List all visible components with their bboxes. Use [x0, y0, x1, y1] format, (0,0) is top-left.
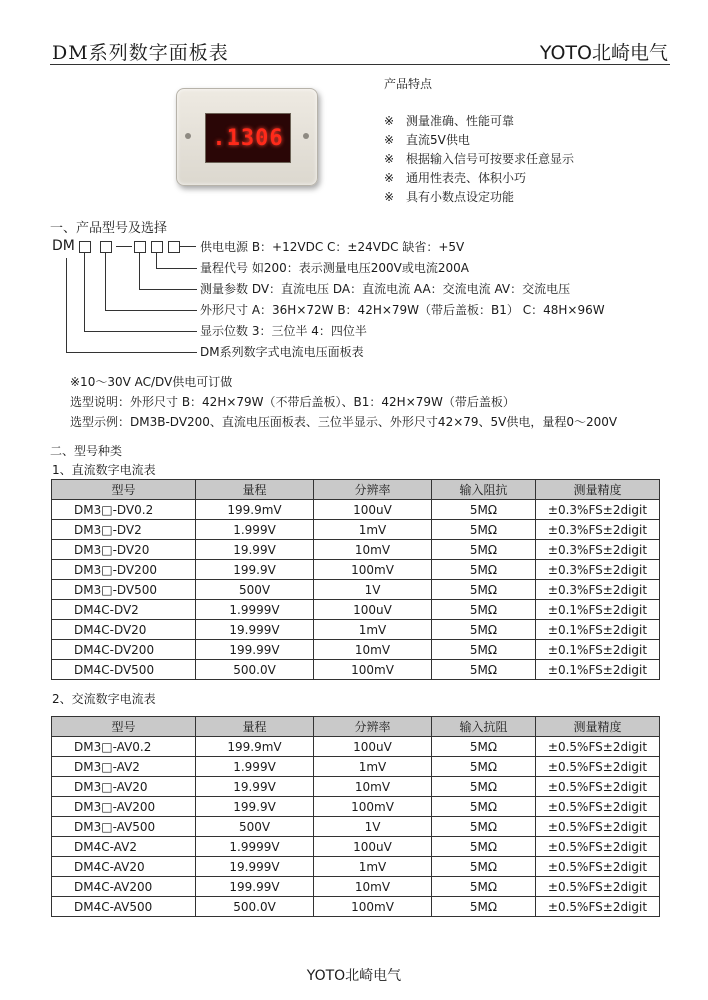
feature-text: 通用性表壳、体积小巧: [406, 171, 527, 185]
accuracy-cell: ±0.5%FS±2digit: [536, 857, 660, 877]
table-header-row: [52, 717, 660, 737]
impedance-cell: 5MΩ: [432, 737, 536, 757]
model-cell: DM4C-AV200: [52, 877, 196, 897]
mounting-hole-right: [303, 133, 309, 139]
table-row: [52, 520, 660, 540]
impedance-cell: 5MΩ: [432, 797, 536, 817]
range-cell: 199.99V: [196, 640, 314, 660]
resolution-cell: 100uV: [314, 600, 432, 620]
model-cell: DM3□-DV20: [52, 540, 196, 560]
column-header: 型号: [52, 480, 196, 500]
model-cell: DM3□-DV200: [52, 560, 196, 580]
accuracy-cell: ±0.3%FS±2digit: [536, 500, 660, 520]
resolution-cell: 1mV: [314, 757, 432, 777]
accuracy-cell: ±0.5%FS±2digit: [536, 897, 660, 917]
reference-mark: ※: [384, 133, 395, 147]
ac-table-body: [52, 737, 660, 917]
range-cell: 19.999V: [196, 620, 314, 640]
resolution-cell: 10mV: [314, 777, 432, 797]
impedance-cell: 5MΩ: [432, 897, 536, 917]
impedance-cell: 5MΩ: [432, 837, 536, 857]
accuracy-cell: ±0.5%FS±2digit: [536, 817, 660, 837]
table-row: [52, 620, 660, 640]
model-cell: DM3□-AV20: [52, 777, 196, 797]
code-dash: [116, 246, 132, 247]
resolution-cell: 100mV: [314, 560, 432, 580]
impedance-cell: 5MΩ: [432, 560, 536, 580]
column-header: 测量精度: [536, 717, 660, 737]
table-row: [52, 877, 660, 897]
note-selection-example: 选型示例：DM3B-DV200、直流电压面板表、三位半显示、外形尺寸42×79、5V供电，量程0～200V: [70, 415, 618, 429]
accuracy-cell: ±0.3%FS±2digit: [536, 580, 660, 600]
model-cell: DM3□-DV2: [52, 520, 196, 540]
header-brand: YOTO北崎电气: [539, 42, 668, 64]
model-cell: DM4C-DV200: [52, 640, 196, 660]
table-row: [52, 757, 660, 777]
model-code-prefix: DM: [52, 238, 75, 254]
accuracy-cell: ±0.5%FS±2digit: [536, 757, 660, 777]
impedance-cell: 5MΩ: [432, 640, 536, 660]
feature-item: [384, 150, 574, 169]
range-cell: 1.9999V: [196, 837, 314, 857]
range-cell: 199.99V: [196, 877, 314, 897]
accuracy-cell: ±0.5%FS±2digit: [536, 797, 660, 817]
feature-item: [384, 188, 574, 207]
features-title: 产品特点: [384, 77, 433, 91]
product-photo-panel-meter: [176, 88, 318, 186]
range-cell: 500.0V: [196, 660, 314, 680]
model-cell: DM3□-AV2: [52, 757, 196, 777]
resolution-cell: 100mV: [314, 797, 432, 817]
model-cell: DM3□-DV500: [52, 580, 196, 600]
note-selection-info: 选型说明：外形尺寸 B：42H×79W（不带后盖板）、B1：42H×79W（带后盖板）: [70, 395, 515, 409]
accuracy-cell: ±0.1%FS±2digit: [536, 600, 660, 620]
resolution-cell: 1mV: [314, 857, 432, 877]
impedance-cell: 5MΩ: [432, 777, 536, 797]
impedance-cell: 5MΩ: [432, 877, 536, 897]
column-header: 分辨率: [314, 717, 432, 737]
range-cell: 500.0V: [196, 897, 314, 917]
accuracy-cell: ±0.3%FS±2digit: [536, 520, 660, 540]
column-header: 量程: [196, 717, 314, 737]
header-rule: [50, 64, 670, 65]
option-range-code: 量程代号 如200：表示测量电压200V或电流200A: [200, 261, 469, 275]
impedance-cell: 5MΩ: [432, 520, 536, 540]
led-display-window: [205, 113, 291, 163]
table-row: [52, 660, 660, 680]
model-cell: DM4C-AV20: [52, 857, 196, 877]
model-cell: DM4C-DV2: [52, 600, 196, 620]
model-cell: DM4C-DV20: [52, 620, 196, 640]
dc-table-body: [52, 500, 660, 680]
model-cell: DM3□-AV500: [52, 817, 196, 837]
range-cell: 199.9V: [196, 560, 314, 580]
option-power-supply: 供电电源 B：+12VDC C：±24VDC 缺省：+5V: [200, 240, 465, 254]
range-cell: 199.9mV: [196, 737, 314, 757]
dc-table-title: 1、直流数字电流表: [52, 463, 156, 477]
ac-table-title: 2、交流数字电流表: [52, 692, 156, 706]
table-row: [52, 857, 660, 877]
option-dimensions: 外形尺寸 A：36H×72W B：42H×79W（带后盖板：B1） C：48H×96W: [200, 303, 605, 317]
resolution-cell: 100mV: [314, 660, 432, 680]
note-custom-supply: ※10～30V AC/DV供电可订做: [70, 375, 233, 389]
table-row: [52, 500, 660, 520]
resolution-cell: 100uV: [314, 500, 432, 520]
accuracy-cell: ±0.5%FS±2digit: [536, 837, 660, 857]
feature-text: 测量准确、性能可靠: [406, 114, 515, 128]
range-cell: 1.999V: [196, 520, 314, 540]
option-display-digits: 显示位数 3：三位半 4：四位半: [200, 324, 367, 338]
impedance-cell: 5MΩ: [432, 857, 536, 877]
range-cell: 199.9mV: [196, 500, 314, 520]
column-header: 型号: [52, 717, 196, 737]
leader-line-power: [180, 246, 196, 247]
impedance-cell: 5MΩ: [432, 580, 536, 600]
accuracy-cell: ±0.5%FS±2digit: [536, 877, 660, 897]
model-cell: DM4C-DV500: [52, 660, 196, 680]
table-row: [52, 580, 660, 600]
column-header: 输入阻抗: [432, 480, 536, 500]
mounting-hole-left: [185, 133, 191, 139]
impedance-cell: 5MΩ: [432, 660, 536, 680]
range-cell: 1.9999V: [196, 600, 314, 620]
reference-mark: ※: [384, 190, 395, 204]
accuracy-cell: ±0.3%FS±2digit: [536, 540, 660, 560]
reference-mark: ※: [384, 152, 395, 166]
feature-text: 具有小数点设定功能: [406, 190, 515, 204]
ac-spec-table: [51, 716, 660, 917]
dc-spec-table: [51, 479, 660, 680]
table-row: [52, 560, 660, 580]
column-header: 输入抗阻: [432, 717, 536, 737]
led-display-digits: .1306: [212, 125, 284, 151]
table-row: [52, 837, 660, 857]
table-row: [52, 600, 660, 620]
table-row: [52, 640, 660, 660]
range-cell: 1.999V: [196, 757, 314, 777]
resolution-cell: 10mV: [314, 540, 432, 560]
resolution-cell: 100uV: [314, 737, 432, 757]
table-row: [52, 897, 660, 917]
impedance-cell: 5MΩ: [432, 500, 536, 520]
range-cell: 500V: [196, 817, 314, 837]
table-row: [52, 737, 660, 757]
option-series-name: DM系列数字式电流电压面板表: [200, 345, 364, 359]
range-cell: 19.99V: [196, 777, 314, 797]
accuracy-cell: ±0.1%FS±2digit: [536, 660, 660, 680]
impedance-cell: 5MΩ: [432, 620, 536, 640]
accuracy-cell: ±0.1%FS±2digit: [536, 640, 660, 660]
resolution-cell: 100mV: [314, 897, 432, 917]
accuracy-cell: ±0.3%FS±2digit: [536, 560, 660, 580]
column-header: 测量精度: [536, 480, 660, 500]
impedance-cell: 5MΩ: [432, 540, 536, 560]
resolution-cell: 1V: [314, 817, 432, 837]
model-cell: DM3□-DV0.2: [52, 500, 196, 520]
range-cell: 19.999V: [196, 857, 314, 877]
feature-item: [384, 112, 574, 131]
feature-text: 直流5V供电: [406, 133, 470, 147]
model-cell: DM4C-AV2: [52, 837, 196, 857]
impedance-cell: 5MΩ: [432, 757, 536, 777]
range-cell: 199.9V: [196, 797, 314, 817]
resolution-cell: 1V: [314, 580, 432, 600]
resolution-cell: 100uV: [314, 837, 432, 857]
resolution-cell: 10mV: [314, 877, 432, 897]
table-header-row: [52, 480, 660, 500]
section-model-selection-title: 一、产品型号及选择: [50, 221, 168, 236]
resolution-cell: 1mV: [314, 520, 432, 540]
range-cell: 19.99V: [196, 540, 314, 560]
reference-mark: ※: [384, 171, 395, 185]
model-cell: DM3□-AV0.2: [52, 737, 196, 757]
table-row: [52, 540, 660, 560]
resolution-cell: 10mV: [314, 640, 432, 660]
table-row: [52, 817, 660, 837]
accuracy-cell: ±0.1%FS±2digit: [536, 620, 660, 640]
reference-mark: ※: [384, 114, 395, 128]
option-measure-parameter: 测量参数 DV：直流电压 DA：直流电流 AA：交流电流 AV：交流电压: [200, 282, 571, 296]
table-row: [52, 797, 660, 817]
model-cell: DM3□-AV200: [52, 797, 196, 817]
impedance-cell: 5MΩ: [432, 817, 536, 837]
resolution-cell: 1mV: [314, 620, 432, 640]
feature-item: [384, 131, 574, 150]
leader-line-series: [66, 258, 197, 353]
document-title: DM系列数字面板表: [52, 42, 229, 64]
impedance-cell: 5MΩ: [432, 600, 536, 620]
accuracy-cell: ±0.5%FS±2digit: [536, 737, 660, 757]
table-row: [52, 777, 660, 797]
features-list: [384, 112, 574, 207]
accuracy-cell: ±0.5%FS±2digit: [536, 777, 660, 797]
feature-item: [384, 169, 574, 188]
range-cell: 500V: [196, 580, 314, 600]
section-model-types-title: 二、型号种类: [50, 444, 123, 458]
column-header: 分辨率: [314, 480, 432, 500]
feature-text: 根据输入信号可按要求任意显示: [406, 152, 575, 166]
column-header: 量程: [196, 480, 314, 500]
footer-brand: YOTO北崎电气: [306, 968, 402, 984]
model-cell: DM4C-AV500: [52, 897, 196, 917]
